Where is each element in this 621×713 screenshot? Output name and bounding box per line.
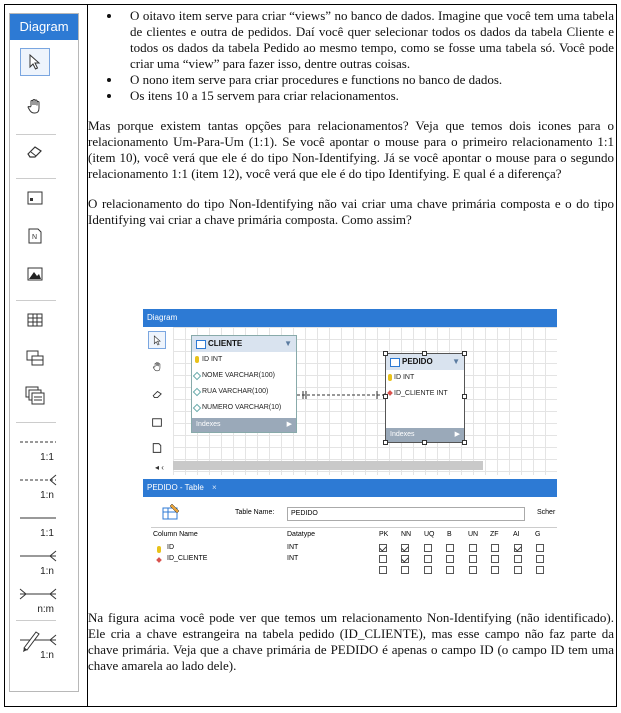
horizontal-scrollbar[interactable] <box>173 461 483 470</box>
table-icon <box>390 358 400 367</box>
eraser-tool-button[interactable] <box>148 385 166 403</box>
note-icon <box>152 443 162 453</box>
col-header: Datatype <box>287 531 316 538</box>
flag-checkbox[interactable] <box>491 555 499 563</box>
expand-arrow-icon: ▶ <box>454 431 460 438</box>
resize-handle[interactable] <box>383 440 388 445</box>
col-header: B <box>447 531 452 538</box>
note-tool-button[interactable] <box>20 222 50 250</box>
col-header: AI <box>513 531 520 538</box>
mini-palette <box>143 327 174 475</box>
datatype-cell[interactable]: INT <box>287 555 299 562</box>
entity-header <box>386 354 464 370</box>
flag-checkbox[interactable] <box>446 544 454 552</box>
flag-checkbox[interactable] <box>401 566 409 574</box>
column-label: ID_CLIENTE INT <box>394 390 448 397</box>
column-row <box>386 370 464 386</box>
rel-label: 1:1 <box>40 452 54 463</box>
column-row <box>192 352 296 368</box>
column-row <box>192 368 296 384</box>
schema-label: Scher <box>537 509 556 516</box>
rel-n-m-button[interactable] <box>16 580 60 616</box>
resize-handle[interactable] <box>422 440 427 445</box>
column-name-cell[interactable]: ID_CLIENTE <box>167 555 208 562</box>
flag-checkbox[interactable] <box>469 555 477 563</box>
flag-checkbox[interactable] <box>446 566 454 574</box>
layer-tool-button[interactable] <box>20 184 50 212</box>
col-header: ZF <box>490 531 499 538</box>
rel-label: 1:n <box>40 490 54 501</box>
note-tool-button[interactable] <box>148 439 166 457</box>
flag-checkbox[interactable] <box>379 566 387 574</box>
routine-icon <box>25 386 45 406</box>
flag-checkbox[interactable] <box>491 566 499 574</box>
table-editor-tab[interactable] <box>143 479 557 497</box>
table-editor <box>143 497 557 586</box>
view-tool-button[interactable] <box>20 344 50 372</box>
text-content <box>88 8 614 228</box>
rel-label: n:m <box>37 604 54 615</box>
column-label: NOME VARCHAR(100) <box>202 372 275 379</box>
resize-handle[interactable] <box>462 394 467 399</box>
entity-cliente[interactable] <box>191 335 297 433</box>
col-header: G <box>535 531 541 538</box>
bullet-item: • Os itens 10 a 15 servem para criar relacionamentos. <box>122 88 614 104</box>
flag-checkbox[interactable] <box>536 544 544 552</box>
rel-1-n-existing-columns-button[interactable] <box>16 626 60 662</box>
table-edit-icon <box>161 503 181 521</box>
column-name-cell[interactable]: ID <box>167 544 174 551</box>
close-icon[interactable]: × <box>212 483 217 492</box>
note-icon <box>27 228 43 244</box>
collapse-arrow-icon[interactable]: ▼ <box>452 357 460 366</box>
primary-key-icon <box>195 356 199 363</box>
flag-checkbox[interactable] <box>379 544 387 552</box>
palette-title: Diagram <box>10 14 78 40</box>
paragraph: Mas porque existem tantas opções para relacionamentos? Veja que temos dois icones para o relacionamento Um-Para-Um (1:1). Se você apontar o mouse para o primeiro relacionamento 1:1 (item 10), você verá que ele é do tipo Non-Identifying. Já se você apontar o mouse para o segundo relacionamento 1:1 (item 12), você verá que ele é do tipo Identifying. E qual é a diferença? <box>88 118 614 181</box>
tab-label: PEDIDO - Table <box>147 483 204 492</box>
pointer-icon <box>28 54 42 70</box>
view-icon <box>26 350 44 366</box>
rel-1-n-identifying-button[interactable] <box>16 542 60 578</box>
flag-checkbox[interactable] <box>514 544 522 552</box>
collapse-arrow-icon[interactable]: ▼ <box>284 339 292 348</box>
table-icon <box>27 313 43 327</box>
scroll-left-arrow-icon[interactable]: ◂ ‹ <box>155 463 164 472</box>
col-header: Column Name <box>153 531 198 538</box>
relationship-connector[interactable] <box>297 387 397 407</box>
divider <box>151 527 557 528</box>
bullet-item: • O oitavo item serve para criar “views” no banco de dados. Imagine que você tem uma tabela de clientes e outra de pedidos. Daí você quer selecionar todos os dados da tabela Cliente e todos os dados da tabela Pedido ao mesmo tempo, como se fosse uma tabela só. Você pode criar uma “view” para fazer isso, dentre outras coisas. <box>122 8 614 72</box>
table-icon <box>196 340 206 349</box>
diagram-panel-title: Diagram <box>143 309 557 327</box>
column-label: ID INT <box>394 374 415 381</box>
col-header: NN <box>401 531 412 538</box>
paragraph: O relacionamento do tipo Non-Identifying não vai criar uma chave primária composta e o do tipo Identifying vai criar a chave primária composta. Como assim? <box>88 196 614 227</box>
table-tool-button[interactable] <box>20 306 50 334</box>
indexes-label: Indexes <box>390 431 415 438</box>
flag-checkbox[interactable] <box>424 544 432 552</box>
image-tool-button[interactable] <box>20 260 50 288</box>
diagram-palette <box>9 13 79 692</box>
rel-1-n-non-identifying-button[interactable] <box>16 466 60 502</box>
flag-checkbox[interactable] <box>514 566 522 574</box>
palette-separator <box>16 422 56 423</box>
layer-tool-button[interactable] <box>148 413 166 431</box>
primary-key-icon <box>157 546 161 553</box>
rel-label: 1:1 <box>40 528 54 539</box>
pointer-icon <box>153 335 162 346</box>
diagram-canvas[interactable] <box>173 327 557 475</box>
hand-icon <box>26 97 44 115</box>
column-label: RUA VARCHAR(100) <box>202 388 269 395</box>
rel-label: 1:n <box>40 566 54 577</box>
flag-checkbox[interactable] <box>446 555 454 563</box>
rel-1-1-identifying-button[interactable] <box>16 504 60 540</box>
resize-handle[interactable] <box>383 394 388 399</box>
eraser-tool-button[interactable] <box>20 138 50 166</box>
svg-text:N: N <box>32 234 38 241</box>
column-row <box>192 400 296 416</box>
column-diamond-icon <box>193 388 201 396</box>
routine-tool-button[interactable] <box>20 382 50 410</box>
palette-separator <box>16 134 56 135</box>
eraser-icon <box>152 390 163 399</box>
rel-1-1-non-identifying-button[interactable] <box>16 428 60 464</box>
palette-separator <box>16 620 56 621</box>
col-header: UQ <box>424 531 435 538</box>
foreign-key-icon <box>387 390 393 396</box>
embedded-screenshot <box>143 309 557 586</box>
palette-separator <box>16 300 56 301</box>
flag-checkbox[interactable] <box>401 544 409 552</box>
pointer-tool-button[interactable] <box>20 48 50 76</box>
expand-arrow-icon: ▶ <box>286 421 292 428</box>
flag-checkbox[interactable] <box>424 555 432 563</box>
resize-handle[interactable] <box>422 351 427 356</box>
col-header: PK <box>379 531 389 538</box>
hand-icon <box>152 361 163 372</box>
paragraph: Na figura acima você pode ver que temos um relacionamento Non-Identifying (não identificado). Ele cria a chave estrangeira na tabela pedido (ID_CLIENTE), mas esse campo não faz parte da chave primária. Veja que a chave primária de PEDIDO é apenas o campo ID (o campo ID tem uma chave amarela ao lado dele). <box>88 610 614 673</box>
flag-checkbox[interactable] <box>536 566 544 574</box>
flag-checkbox[interactable] <box>469 566 477 574</box>
resize-handle[interactable] <box>462 351 467 356</box>
resize-handle[interactable] <box>383 351 388 356</box>
pointer-tool-button[interactable] <box>148 331 166 349</box>
flag-checkbox[interactable] <box>379 555 387 563</box>
indexes-label: Indexes <box>196 421 221 428</box>
flag-checkbox[interactable] <box>469 544 477 552</box>
column-row <box>192 384 296 400</box>
flag-checkbox[interactable] <box>514 555 522 563</box>
indexes-section[interactable] <box>192 418 296 432</box>
column-row <box>386 386 464 402</box>
column-label: ID INT <box>202 356 223 363</box>
table-name-input[interactable]: PEDIDO <box>287 507 525 521</box>
palette-separator <box>16 178 56 179</box>
column-diamond-icon <box>193 404 201 412</box>
entity-pedido[interactable] <box>385 353 465 443</box>
datatype-cell[interactable]: INT <box>287 544 299 551</box>
col-header: UN <box>468 531 479 538</box>
column-label: NUMERO VARCHAR(10) <box>202 404 282 411</box>
bullet-list <box>88 8 614 104</box>
column-diamond-icon <box>193 372 201 380</box>
flag-checkbox[interactable] <box>491 544 499 552</box>
resize-handle[interactable] <box>462 440 467 445</box>
hand-tool-button[interactable] <box>148 357 166 375</box>
flag-checkbox[interactable] <box>536 555 544 563</box>
entity-name: PEDIDO <box>402 357 433 366</box>
bullet-item: • O nono item serve para criar procedures e functions no banco de dados. <box>122 72 614 88</box>
primary-key-icon <box>388 374 392 381</box>
rel-label: 1:n <box>40 650 54 661</box>
image-icon <box>27 267 43 281</box>
flag-checkbox[interactable] <box>424 566 432 574</box>
entity-header <box>192 336 296 352</box>
entity-name: CLIENTE <box>208 339 243 348</box>
hand-tool-button[interactable] <box>20 92 50 120</box>
layer-icon <box>152 418 162 427</box>
flag-checkbox[interactable] <box>401 555 409 563</box>
layer-icon <box>27 191 43 205</box>
foreign-key-icon <box>156 557 162 563</box>
eraser-icon <box>26 145 44 159</box>
table-name-label: Table Name: <box>235 509 275 516</box>
